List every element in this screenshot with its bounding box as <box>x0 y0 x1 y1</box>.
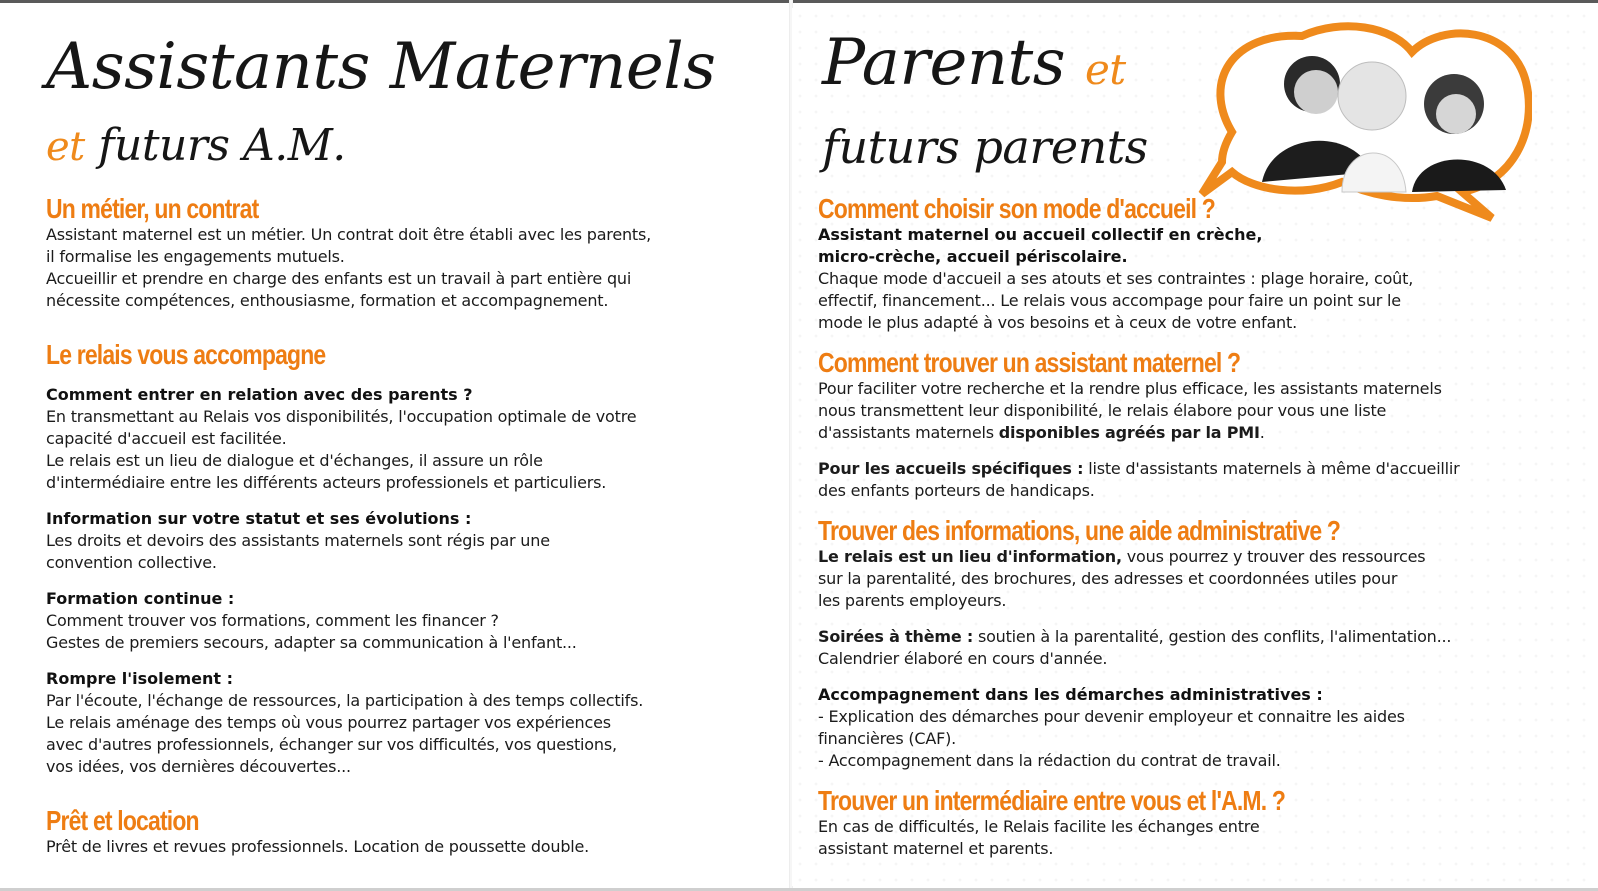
pret-line-1: Prêt de livres et revues professionnels. Location de poussette double. <box>46 837 590 856</box>
infos-line-3: les parents employeurs. <box>818 591 1007 610</box>
choisir-line-1: Chaque mode d'accueil a ses atouts et ses contraintes : plage horaire, coût, <box>818 269 1414 288</box>
relation-line-4: d'intermédiaire entre les différents acteurs professionels et particuliers. <box>46 473 607 492</box>
left-content <box>46 194 746 858</box>
formation-title: Formation continue : <box>46 589 235 608</box>
statut-line-2: convention collective. <box>46 553 217 572</box>
choisir-line-2: effectif, financement... Le relais vous accompage pour faire un point sur le <box>818 291 1401 310</box>
right-subtitle-text: futurs parents <box>822 120 1148 174</box>
soirees-bold: Soirées à thème : <box>818 627 974 646</box>
metier-line-3: Accueillir et prendre en charge des enfants est un travail à part entière qui <box>46 269 632 288</box>
accomp-line-3: - Accompagnement dans la rédaction du contrat de travail. <box>818 751 1281 770</box>
specifiques-line-1 <box>818 458 1558 480</box>
left-subtitle-et: et <box>46 124 85 170</box>
soirees-line-2: Calendrier élaboré en cours d'année. <box>818 649 1108 668</box>
choisir-line-3: mode le plus adapté à vos besoins et à ceux de votre enfant. <box>818 313 1297 332</box>
right-content <box>818 194 1558 860</box>
trouver-am-line-3-end: . <box>1259 423 1265 442</box>
right-title-text: Parents <box>822 26 1066 100</box>
left-subtitle-text: futurs A.M. <box>98 120 346 171</box>
left-title <box>46 30 716 104</box>
accomp-title: Accompagnement dans les démarches administratives : <box>818 685 1323 704</box>
infos-text: vous pourrez y trouver des ressources <box>1126 547 1426 566</box>
trouver-am-line-2: nous transmettent leur disponibilité, le relais élabore pour vous une liste <box>818 401 1387 420</box>
trouver-am-line-3-bold: disponibles agréés par la PMI <box>998 423 1260 442</box>
relation-line-3: Le relais est un lieu de dialogue et d'échanges, il assure un rôle <box>46 451 543 470</box>
accomp-line-1: - Explication des démarches pour devenir employeur et connaitre les aides <box>818 707 1405 726</box>
left-subtitle <box>46 120 346 171</box>
formation-line-2: Gestes de premiers secours, adapter sa communication à l'enfant... <box>46 633 577 652</box>
choisir-bold-2: micro-crèche, accueil périscolaire. <box>818 247 1128 266</box>
relation-title: Comment entrer en relation avec des parents ? <box>46 385 473 404</box>
relation-line-1: En transmettant au Relais vos disponibilités, l'occupation optimale de votre <box>46 407 637 426</box>
metier-line-1: Assistant maternel est un métier. Un contrat doit être établi avec les parents, <box>46 225 652 244</box>
right-title-et: et <box>1084 45 1126 94</box>
statut-title: Information sur votre statut et ses évolutions : <box>46 509 472 528</box>
heading-metier: Un métier, un contrat <box>46 193 259 224</box>
specifiques-bold: Pour les accueils spécifiques : <box>818 459 1084 478</box>
mother-face <box>1436 94 1476 134</box>
heading-relais: Le relais vous accompagne <box>46 339 326 370</box>
right-subtitle <box>822 120 1148 174</box>
intermediaire-line-1: En cas de difficultés, le Relais facilite les échanges entre <box>818 817 1260 836</box>
specifiques-line-2: des enfants porteurs de handicaps. <box>818 481 1095 500</box>
metier-line-2: il formalise les engagements mutuels. <box>46 247 345 266</box>
formation-line-1: Comment trouver vos formations, comment les financer ? <box>46 611 499 630</box>
soirees-line-1 <box>818 626 1558 648</box>
isolement-line-3: avec d'autres professionnels, échanger sur vos difficultés, vos questions, <box>46 735 617 754</box>
right-page <box>792 8 1598 886</box>
top-edge <box>0 0 1598 3</box>
trouver-am-line-3-text: d'assistants maternels <box>818 423 994 442</box>
specifiques-text: liste d'assistants maternels à même d'accueillir <box>1088 459 1460 478</box>
statut-line-1: Les droits et devoirs des assistants maternels sont régis par une <box>46 531 550 550</box>
infos-bold: Le relais est un lieu d'information, <box>818 547 1122 566</box>
heading-pret: Prêt et location <box>46 805 199 836</box>
trouver-am-line-3 <box>818 422 1558 444</box>
relation-line-2: capacité d'accueil est facilitée. <box>46 429 287 448</box>
choisir-bold-1: Assistant maternel ou accueil collectif en crèche, <box>818 225 1263 244</box>
infos-line-1 <box>818 546 1558 568</box>
isolement-line-2: Le relais aménage des temps où vous pourrez partager vos expériences <box>46 713 611 732</box>
heading-choisir: Comment choisir son mode d'accueil ? <box>818 193 1215 224</box>
heading-intermediaire: Trouver un intermédiaire entre vous et l'A.M. ? <box>818 785 1286 816</box>
baby-head <box>1338 62 1406 130</box>
isolement-title: Rompre l'isolement : <box>46 669 233 688</box>
intermediaire-line-2: assistant maternel et parents. <box>818 839 1054 858</box>
metier-line-4: nécessite compétences, enthousiasme, formation et accompagnement. <box>46 291 609 310</box>
heading-trouver-am: Comment trouver un assistant maternel ? <box>818 347 1241 378</box>
left-title-text: Assistants Maternels <box>46 30 716 104</box>
right-title <box>822 26 1126 100</box>
soirees-text: soutien à la parentalité, gestion des conflits, l'alimentation... <box>977 627 1452 646</box>
isolement-line-4: vos idées, vos dernières découvertes... <box>46 757 351 776</box>
accomp-line-2: financières (CAF). <box>818 729 957 748</box>
heading-infos: Trouver des informations, une aide administrative ? <box>818 515 1341 546</box>
isolement-line-1: Par l'écoute, l'échange de ressources, la participation à des temps collectifs. <box>46 691 644 710</box>
father-face <box>1294 70 1338 114</box>
family-photo-bubble <box>1192 22 1532 222</box>
infos-line-2: sur la parentalité, des brochures, des adresses et coordonnées utiles pour <box>818 569 1398 588</box>
trouver-am-line-1: Pour faciliter votre recherche et la rendre plus efficace, les assistants maternels <box>818 379 1442 398</box>
left-page <box>0 8 790 886</box>
